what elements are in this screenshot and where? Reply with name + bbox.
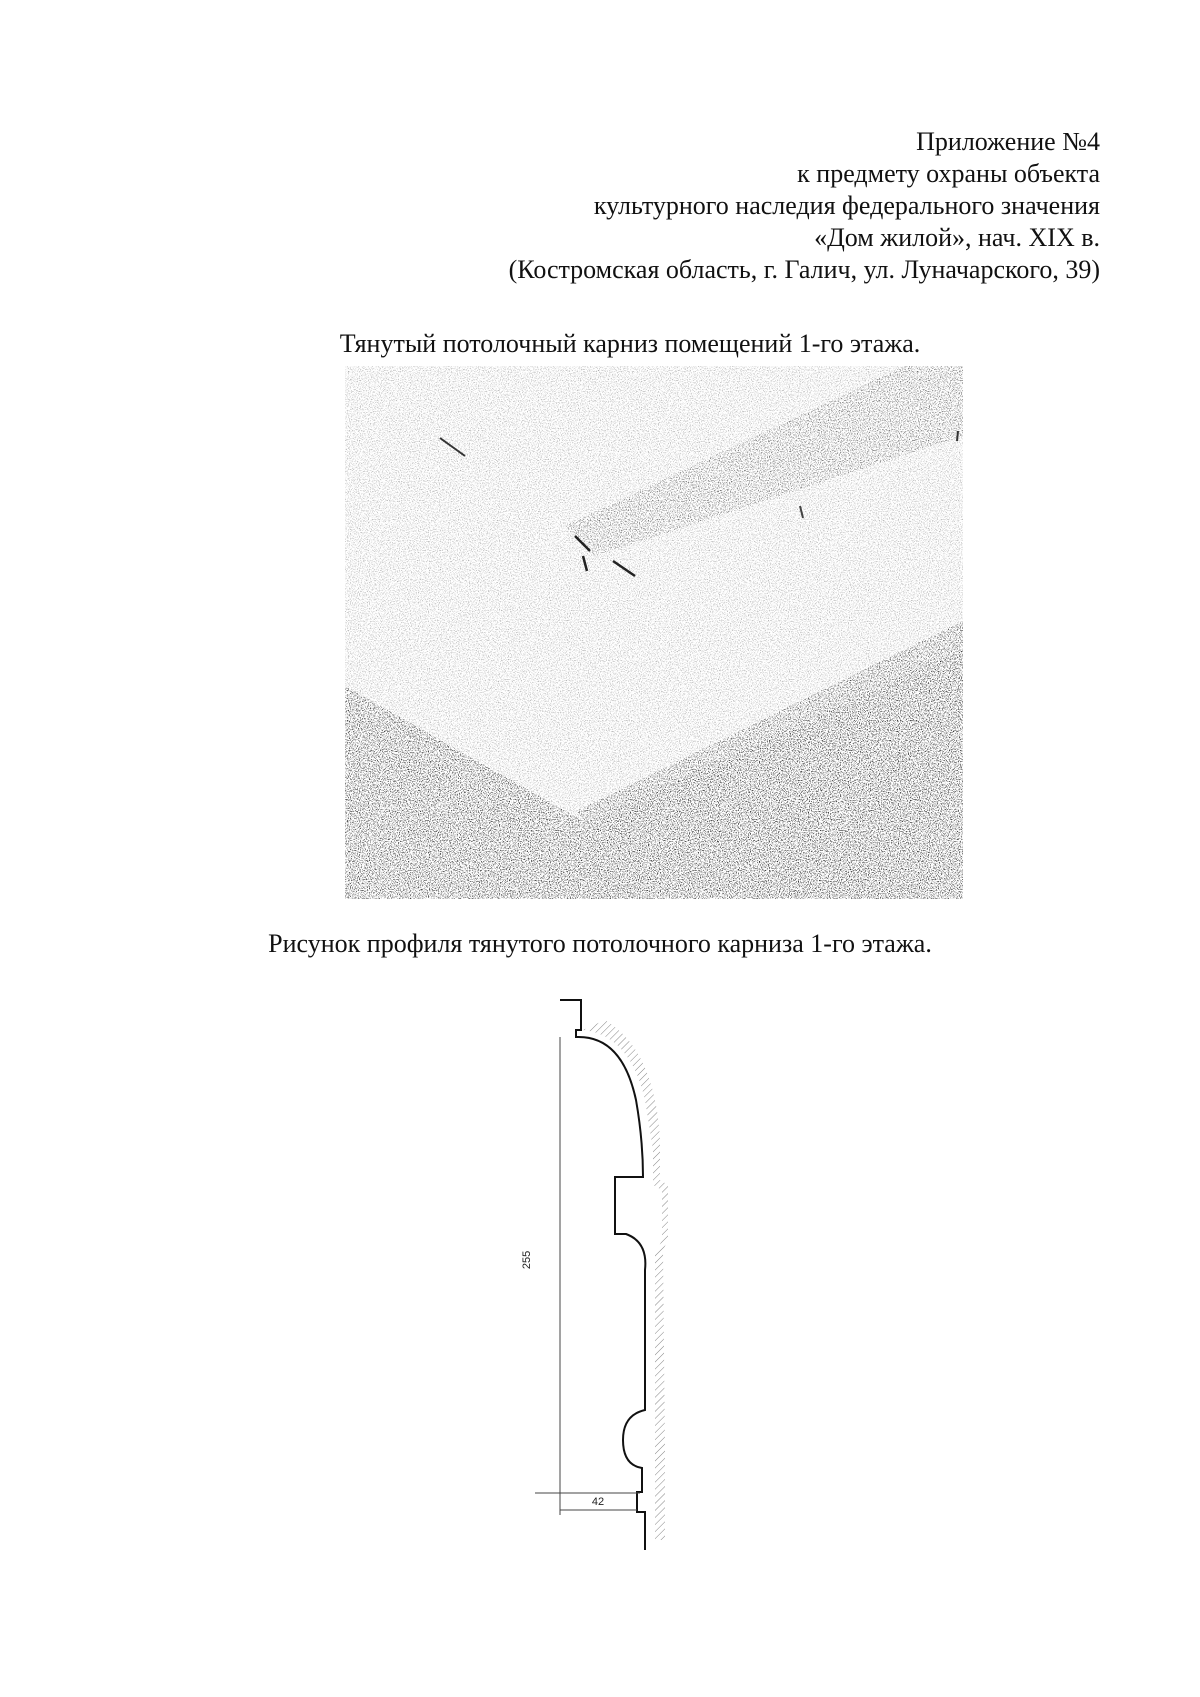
appendix-address: (Костромская область, г. Галич, ул. Луначарского, 39) xyxy=(508,255,1100,284)
height-dimension-label: 255 xyxy=(521,1250,533,1270)
profile-outline xyxy=(560,1000,645,1550)
appendix-subject-line: к предмету охраны объекта xyxy=(797,159,1100,188)
appendix-title: Приложение №4 xyxy=(916,127,1100,156)
profile-hatching xyxy=(583,1020,668,1540)
photo-caption: Тянутый потолочный карниз помещений 1-го этажа. xyxy=(339,329,921,358)
appendix-heritage-line: культурного наследия федерального значения xyxy=(593,191,1100,220)
cornice-profile-drawing xyxy=(521,990,760,1580)
cornice-photo xyxy=(345,366,963,899)
appendix-object-name: «Дом жилой», нач. XIX в. xyxy=(814,223,1100,252)
drawing-caption: Рисунок профиля тянутого потолочного карниза 1-го этажа. xyxy=(268,929,932,958)
appendix-header xyxy=(300,126,1100,286)
width-dimension-label: 42 xyxy=(591,1496,605,1508)
